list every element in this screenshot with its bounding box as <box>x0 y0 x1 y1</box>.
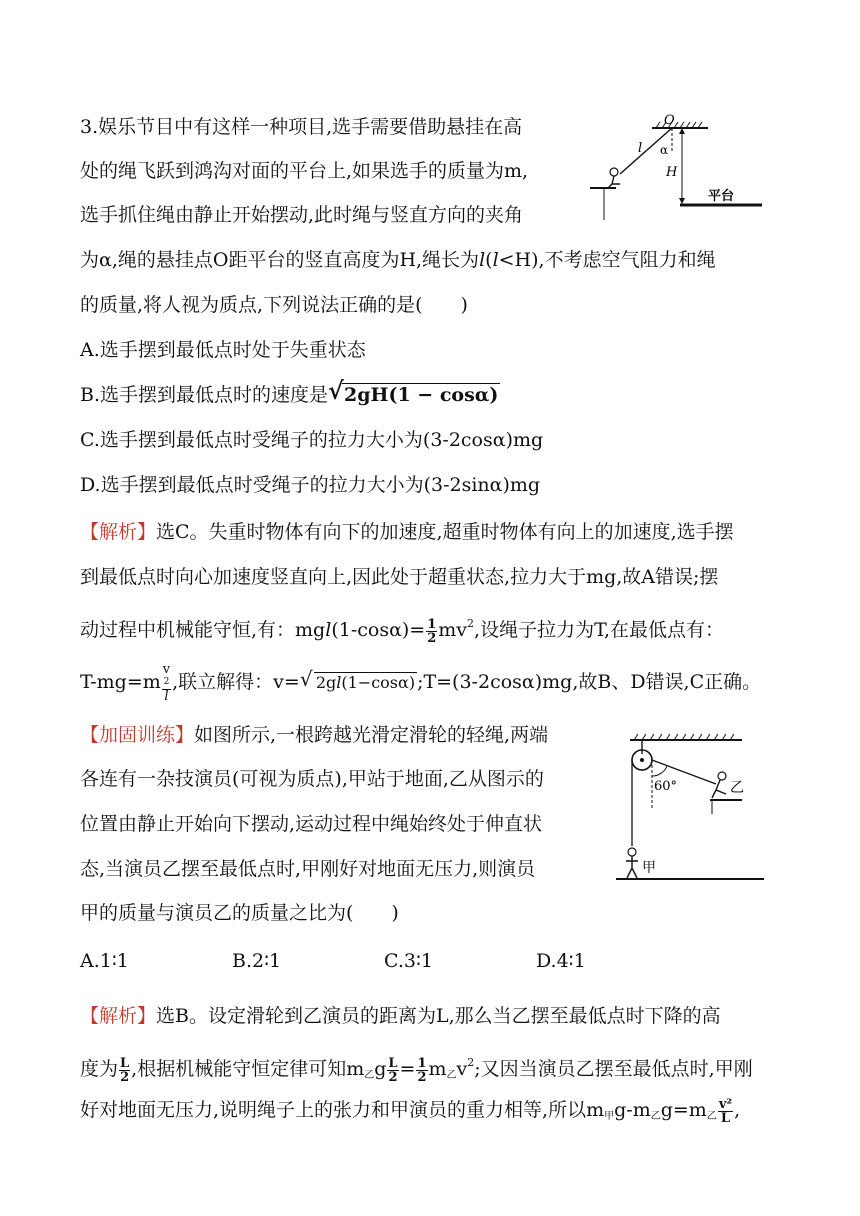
sqrt-expression: √ 2gl(1−cosα) <box>299 667 416 692</box>
drill-tag: 【加固训练】 <box>80 724 195 746</box>
drill-option-c: C.3∶1 <box>384 950 434 972</box>
pulley-figure <box>612 728 772 888</box>
text: g=m <box>660 1099 707 1121</box>
label-platform: 平台 <box>708 189 735 204</box>
denominator: 2 <box>417 1069 427 1085</box>
var-l: l <box>492 249 499 271</box>
text: ,设绳子拉力为T,在最低点有： <box>474 619 725 641</box>
denominator: L <box>720 1110 731 1126</box>
text: (1-cosα)= <box>331 619 426 641</box>
text: ,根据机械能守恒定律可知m <box>131 1058 365 1080</box>
drill-option-b: B.2∶1 <box>232 950 282 972</box>
fraction-half <box>426 618 437 645</box>
q3-option-a: A.选手摆到最低点时处于失重状态 <box>80 339 366 361</box>
q3-option-d: D.选手摆到最低点时受绳子的拉力大小为(3-2sinα)mg <box>80 474 541 496</box>
fraction-v2-l <box>162 663 171 703</box>
fraction-v2-l <box>718 1098 733 1125</box>
subscript: 乙 <box>706 1111 717 1122</box>
sol2-line-2 <box>80 1050 753 1089</box>
text: ;又因当演员乙摆至最低点时,甲刚 <box>474 1058 753 1080</box>
label-angle: 60° <box>654 779 678 794</box>
superscript: 2 <box>467 1056 475 1069</box>
drill-line-5: 甲的质量与演员乙的质量之比为( ) <box>80 902 399 924</box>
text: mv <box>438 619 468 641</box>
text: , <box>734 1099 741 1121</box>
label-jia: 甲 <box>642 860 656 876</box>
text: g-m <box>614 1099 651 1121</box>
q3-line-1: 3.娱乐节目中有这样一种项目,选手需要借助悬挂在高 <box>80 116 523 138</box>
subscript: 甲 <box>604 1111 615 1122</box>
sqrt-body: 2gH(1 − cosα) <box>344 384 499 406</box>
subscript: 乙 <box>364 1070 375 1081</box>
denominator: 2 <box>388 1069 398 1085</box>
drill-line-1 <box>80 722 548 748</box>
text: v <box>456 1058 468 1080</box>
pendulum-platform-figure <box>590 112 770 222</box>
sol2-text: 选B。设定滑轮到乙演员的距离为L,那么当乙摆至最低点时下降的高 <box>156 1005 721 1027</box>
drill-line-2: 各连有一杂技演员(可视为质点),甲站于地面,乙从图示的 <box>80 768 544 790</box>
drill-line-3: 位置由静止开始向下摆动,运动过程中绳始终处于伸直状 <box>80 813 543 835</box>
drill-option-a: A.1∶1 <box>80 950 129 972</box>
superscript: 2 <box>163 677 170 687</box>
text: T-mg=m <box>80 671 161 693</box>
text: = <box>399 1058 416 1080</box>
superscript: 2 <box>467 617 475 630</box>
label-l: l <box>638 141 643 156</box>
q3-line-4 <box>80 247 716 273</box>
q3-line-3: 选手抓住绳由静止开始摆动,此时绳与竖直方向的夹角 <box>80 204 524 226</box>
numerator: v <box>162 662 171 677</box>
fraction-half <box>416 1057 427 1084</box>
var-l: l <box>336 673 342 692</box>
analysis-tag: 【解析】 <box>80 521 157 543</box>
q3-option-c: C.选手摆到最低点时受绳子的拉力大小为(3-2cosα)mg <box>80 429 544 451</box>
q3-line-5: 的质量,将人视为质点,下列说法正确的是( ) <box>80 294 468 316</box>
drill-line-4: 态,当演员乙摆至最低点时,甲刚好对地面无压力,则演员 <box>80 858 536 880</box>
numerator: L <box>388 1055 398 1071</box>
label-yi: 乙 <box>730 780 744 796</box>
numerator: 1 <box>427 616 437 632</box>
denominator: 2 <box>427 630 437 646</box>
sol1-text: 选C。失重时物体有向下的加速度,超重时物体有向上的加速度,选手摆 <box>156 521 734 543</box>
sol1-line-1 <box>80 519 734 545</box>
text: ,联立解得：v= <box>172 671 300 693</box>
label-o: O <box>664 113 675 128</box>
denominator: l <box>164 689 169 704</box>
text: 好对地面无压力,说明绳子上的张力和甲演员的重力相等,所以m <box>80 1099 605 1121</box>
drill-option-d: D.4∶1 <box>536 950 586 972</box>
text: 动过程中机械能守恒,有：mg <box>80 619 326 641</box>
numerator: L <box>120 1055 130 1071</box>
q3-line-4-tail: <H),不考虑空气阻力和绳 <box>498 249 716 271</box>
sol2-line-1 <box>80 1003 721 1029</box>
text: g <box>374 1058 387 1080</box>
q3-option-b-text: B.选手摆到最低点时的速度是 <box>80 384 329 406</box>
label-alpha: α <box>660 143 669 157</box>
numerator: v² <box>718 1096 733 1112</box>
subscript: 乙 <box>650 1111 661 1122</box>
paren: ( <box>485 249 493 271</box>
q3-line-2: 处的绳飞跃到鸿沟对面的平台上,如果选手的质量为m, <box>80 160 529 182</box>
text: (1−cosα) <box>341 673 416 692</box>
subscript: 乙 <box>446 1070 457 1081</box>
sol2-line-3 <box>80 1097 740 1130</box>
label-h: H <box>666 165 678 180</box>
sol1-line-2: 到最低点时向心加速度竖直向上,因此处于超重状态,拉力大于mg,故A错误;摆 <box>80 566 719 588</box>
text: m <box>428 1058 447 1080</box>
sol1-line-3 <box>80 611 724 645</box>
sol1-line-4 <box>80 663 761 703</box>
q3-option-b <box>80 376 500 408</box>
sqrt-expression: √ 2gH(1 − cosα) <box>328 376 499 406</box>
q3-line-4-text: 为α,绳的悬挂点O距平台的竖直高度为H,绳长为 <box>80 249 480 271</box>
numerator: 1 <box>417 1055 427 1071</box>
drill-text: 如图所示,一根跨越光滑定滑轮的轻绳,两端 <box>194 724 549 746</box>
var-l: l <box>325 619 332 641</box>
var-l: l <box>479 249 486 271</box>
fraction-l-2 <box>119 1057 130 1084</box>
denominator: 2 <box>120 1069 130 1085</box>
text: 2g <box>315 673 337 692</box>
text: ;T=(3-2cosα)mg,故B、D错误,C正确。 <box>417 671 762 693</box>
text: 度为 <box>80 1058 119 1080</box>
analysis-tag: 【解析】 <box>80 1005 157 1027</box>
fraction-l-2 <box>387 1057 398 1084</box>
